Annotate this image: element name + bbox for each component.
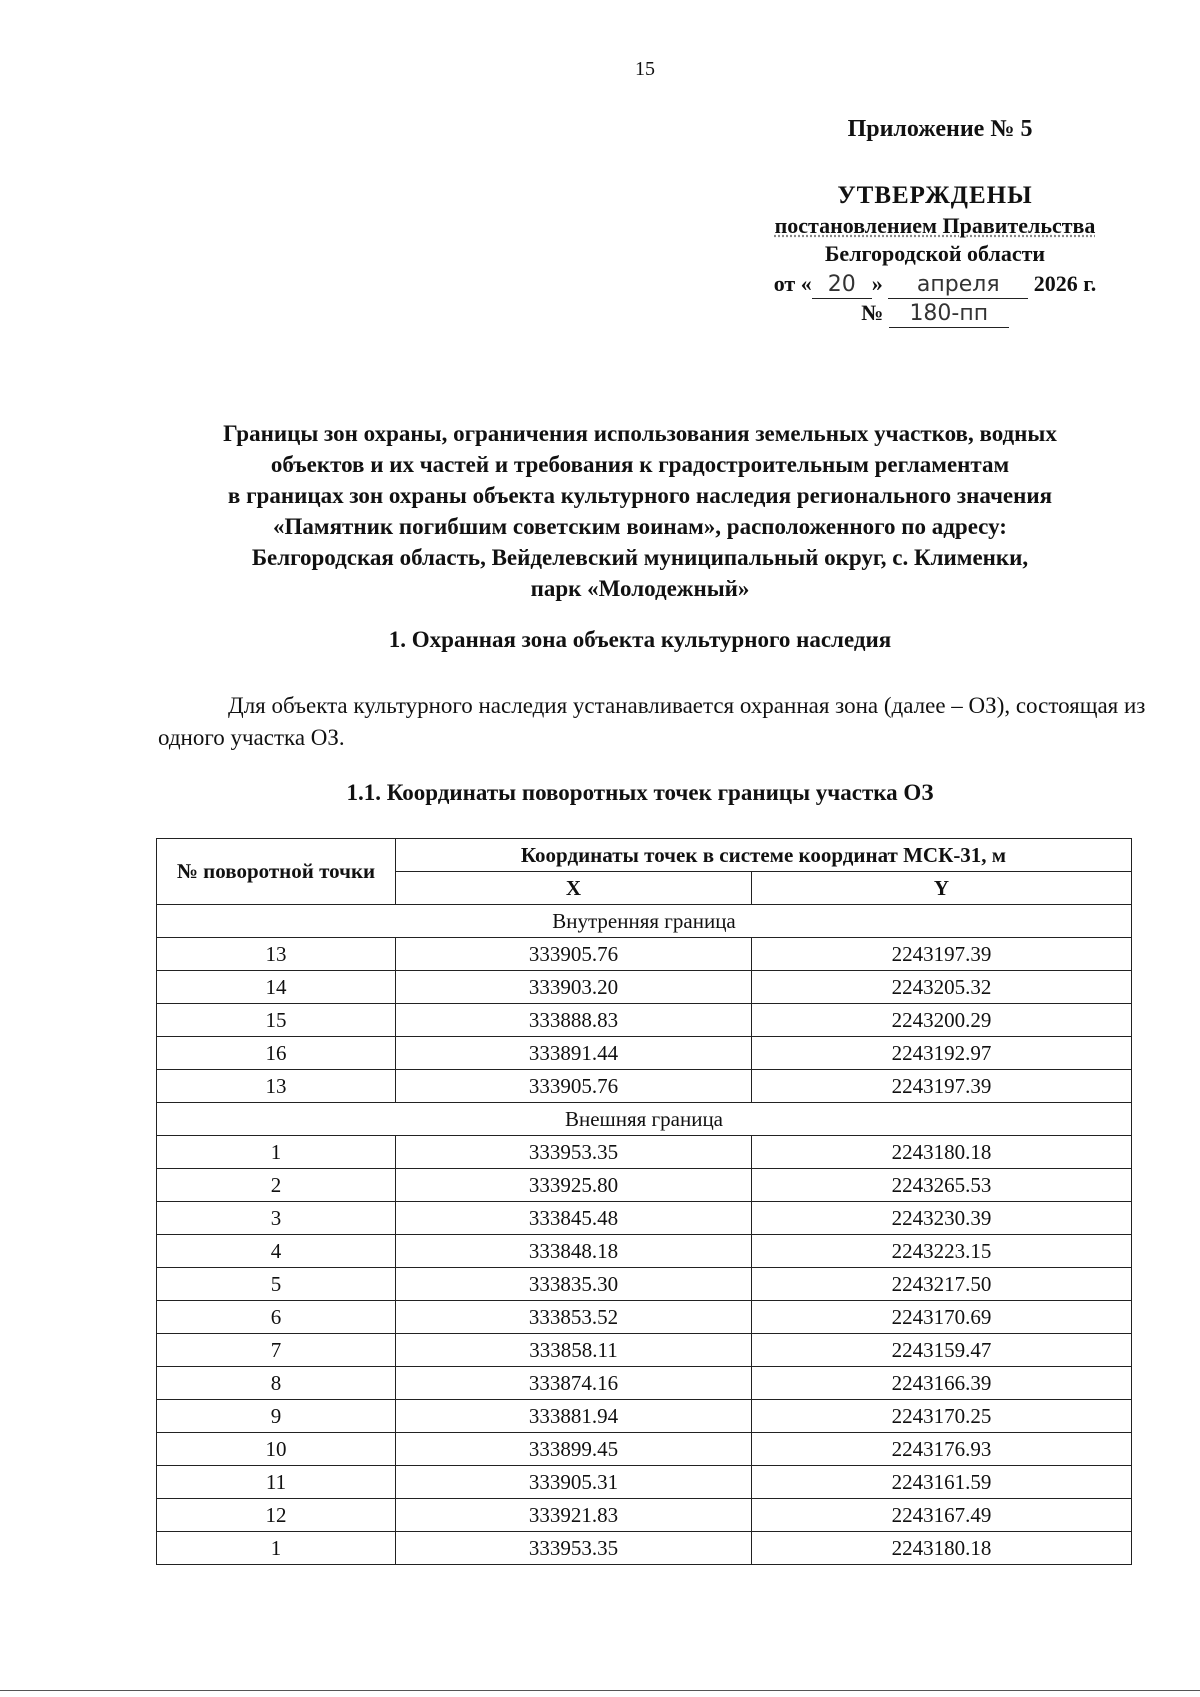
x-coordinate-cell: 333903.20 [396,971,752,1004]
table-body [157,905,1132,1565]
table-row [157,1532,1132,1565]
table-row [157,1301,1132,1334]
point-number-cell: 10 [157,1433,396,1466]
point-number-cell: 9 [157,1400,396,1433]
title-line-3: в границах зон охраны объекта культурного наследия регионального значения [227,483,1053,508]
point-number-cell: 5 [157,1268,396,1301]
point-number-cell: 2 [157,1169,396,1202]
header-point-number: № поворотной точки [157,839,396,905]
point-number-cell: 12 [157,1499,396,1532]
x-coordinate-cell: 333953.35 [396,1136,752,1169]
y-coordinate-cell: 2243176.93 [752,1433,1132,1466]
page-number: 15 [635,58,655,80]
x-coordinate-cell: 333881.94 [396,1400,752,1433]
y-coordinate-cell: 2243223.15 [752,1235,1132,1268]
table-row [157,1070,1132,1103]
y-coordinate-cell: 2243217.50 [752,1268,1132,1301]
x-coordinate-cell: 333921.83 [396,1499,752,1532]
table-row [157,1367,1132,1400]
table-row [157,1499,1132,1532]
table-row [157,1268,1132,1301]
number-prefix: № [861,300,884,325]
y-coordinate-cell: 2243200.29 [752,1004,1132,1037]
x-coordinate-cell: 333858.11 [396,1334,752,1367]
date-year: 2026 г. [1033,271,1097,296]
y-coordinate-cell: 2243197.39 [752,1070,1132,1103]
x-coordinate-cell: 333905.31 [396,1466,752,1499]
title-line-2: объектов и их частей и требования к градостроительным регламентам [270,452,1010,477]
header-coordinates: Координаты точек в системе координат МСК-31, м [396,839,1132,872]
table-row [157,1004,1132,1037]
title-line-1: Границы зон охраны, ограничения использования земельных участков, водных [223,421,1057,446]
x-coordinate-cell: 333853.52 [396,1301,752,1334]
point-number-cell: 13 [157,938,396,971]
title-line-6: парк «Молодежный» [530,576,750,601]
table-row [157,1433,1132,1466]
subsection-heading: 1.1. Координаты поворотных точек границы участка ОЗ [346,780,934,805]
coordinates-table [156,838,1132,1565]
table-row [157,938,1132,971]
x-coordinate-cell: 333925.80 [396,1169,752,1202]
table-row [157,1235,1132,1268]
group-label: Внешняя граница [157,1103,1132,1136]
point-number-cell: 15 [157,1004,396,1037]
title-line-4: «Памятник погибшим советским воинам», расположенного по адресу: [273,514,1007,539]
page-bottom-rule [0,1690,1200,1691]
x-coordinate-cell: 333845.48 [396,1202,752,1235]
table-row [157,1334,1132,1367]
table-row [157,971,1132,1004]
point-number-cell: 13 [157,1070,396,1103]
y-coordinate-cell: 2243180.18 [752,1532,1132,1565]
approval-stamp-block [700,116,1170,328]
point-number-cell: 16 [157,1037,396,1070]
x-coordinate-cell: 333848.18 [396,1235,752,1268]
point-number-cell: 6 [157,1301,396,1334]
table-row [157,1169,1132,1202]
approval-line-1: постановлением Правительства [774,213,1096,238]
y-coordinate-cell: 2243192.97 [752,1037,1132,1070]
table-row [157,1136,1132,1169]
x-coordinate-cell: 333905.76 [396,1070,752,1103]
y-coordinate-cell: 2243265.53 [752,1169,1132,1202]
date-mid: » [871,271,883,296]
group-row [157,1103,1132,1136]
x-coordinate-cell: 333888.83 [396,1004,752,1037]
y-coordinate-cell: 2243170.69 [752,1301,1132,1334]
point-number-cell: 3 [157,1202,396,1235]
title-line-5: Белгородская область, Вейделевский муниципальный округ, с. Клименки, [251,545,1029,570]
header-x: X [396,872,752,905]
table-row [157,1202,1132,1235]
point-number-cell: 4 [157,1235,396,1268]
y-coordinate-cell: 2243180.18 [752,1136,1132,1169]
point-number-cell: 7 [157,1334,396,1367]
handwritten-day: 20 [812,272,872,299]
document-title [140,418,1140,604]
y-coordinate-cell: 2243205.32 [752,971,1132,1004]
handwritten-month: апреля [888,272,1028,299]
date-prefix: от « [773,271,812,296]
y-coordinate-cell: 2243166.39 [752,1367,1132,1400]
point-number-cell: 1 [157,1532,396,1565]
x-coordinate-cell: 333905.76 [396,938,752,971]
y-coordinate-cell: 2243230.39 [752,1202,1132,1235]
table-row [157,1466,1132,1499]
section-heading: 1. Охранная зона объекта культурного наследия [388,627,892,652]
appendix-label: Приложение № 5 [847,116,1033,142]
y-coordinate-cell: 2243170.25 [752,1400,1132,1433]
approved-title: УТВЕРЖДЕНЫ [837,182,1033,209]
x-coordinate-cell: 333899.45 [396,1433,752,1466]
approval-line-2: Белгородской области [824,241,1046,266]
table-row [157,1400,1132,1433]
y-coordinate-cell: 2243167.49 [752,1499,1132,1532]
point-number-cell: 11 [157,1466,396,1499]
point-number-cell: 14 [157,971,396,1004]
header-y: Y [752,872,1132,905]
y-coordinate-cell: 2243159.47 [752,1334,1132,1367]
x-coordinate-cell: 333835.30 [396,1268,752,1301]
point-number-cell: 1 [157,1136,396,1169]
body-paragraph: Для объекта культурного наследия устанавливается охранная зона (далее – ОЗ), состоящая из одного участка ОЗ. [158,693,1146,750]
table-row [157,1037,1132,1070]
group-row [157,905,1132,938]
x-coordinate-cell: 333891.44 [396,1037,752,1070]
handwritten-number: 180-пп [889,301,1009,328]
approval-date-line [700,270,1170,299]
group-label: Внутренняя граница [157,905,1132,938]
y-coordinate-cell: 2243197.39 [752,938,1132,971]
approval-number-line [700,299,1170,328]
x-coordinate-cell: 333953.35 [396,1532,752,1565]
point-number-cell: 8 [157,1367,396,1400]
x-coordinate-cell: 333874.16 [396,1367,752,1400]
y-coordinate-cell: 2243161.59 [752,1466,1132,1499]
